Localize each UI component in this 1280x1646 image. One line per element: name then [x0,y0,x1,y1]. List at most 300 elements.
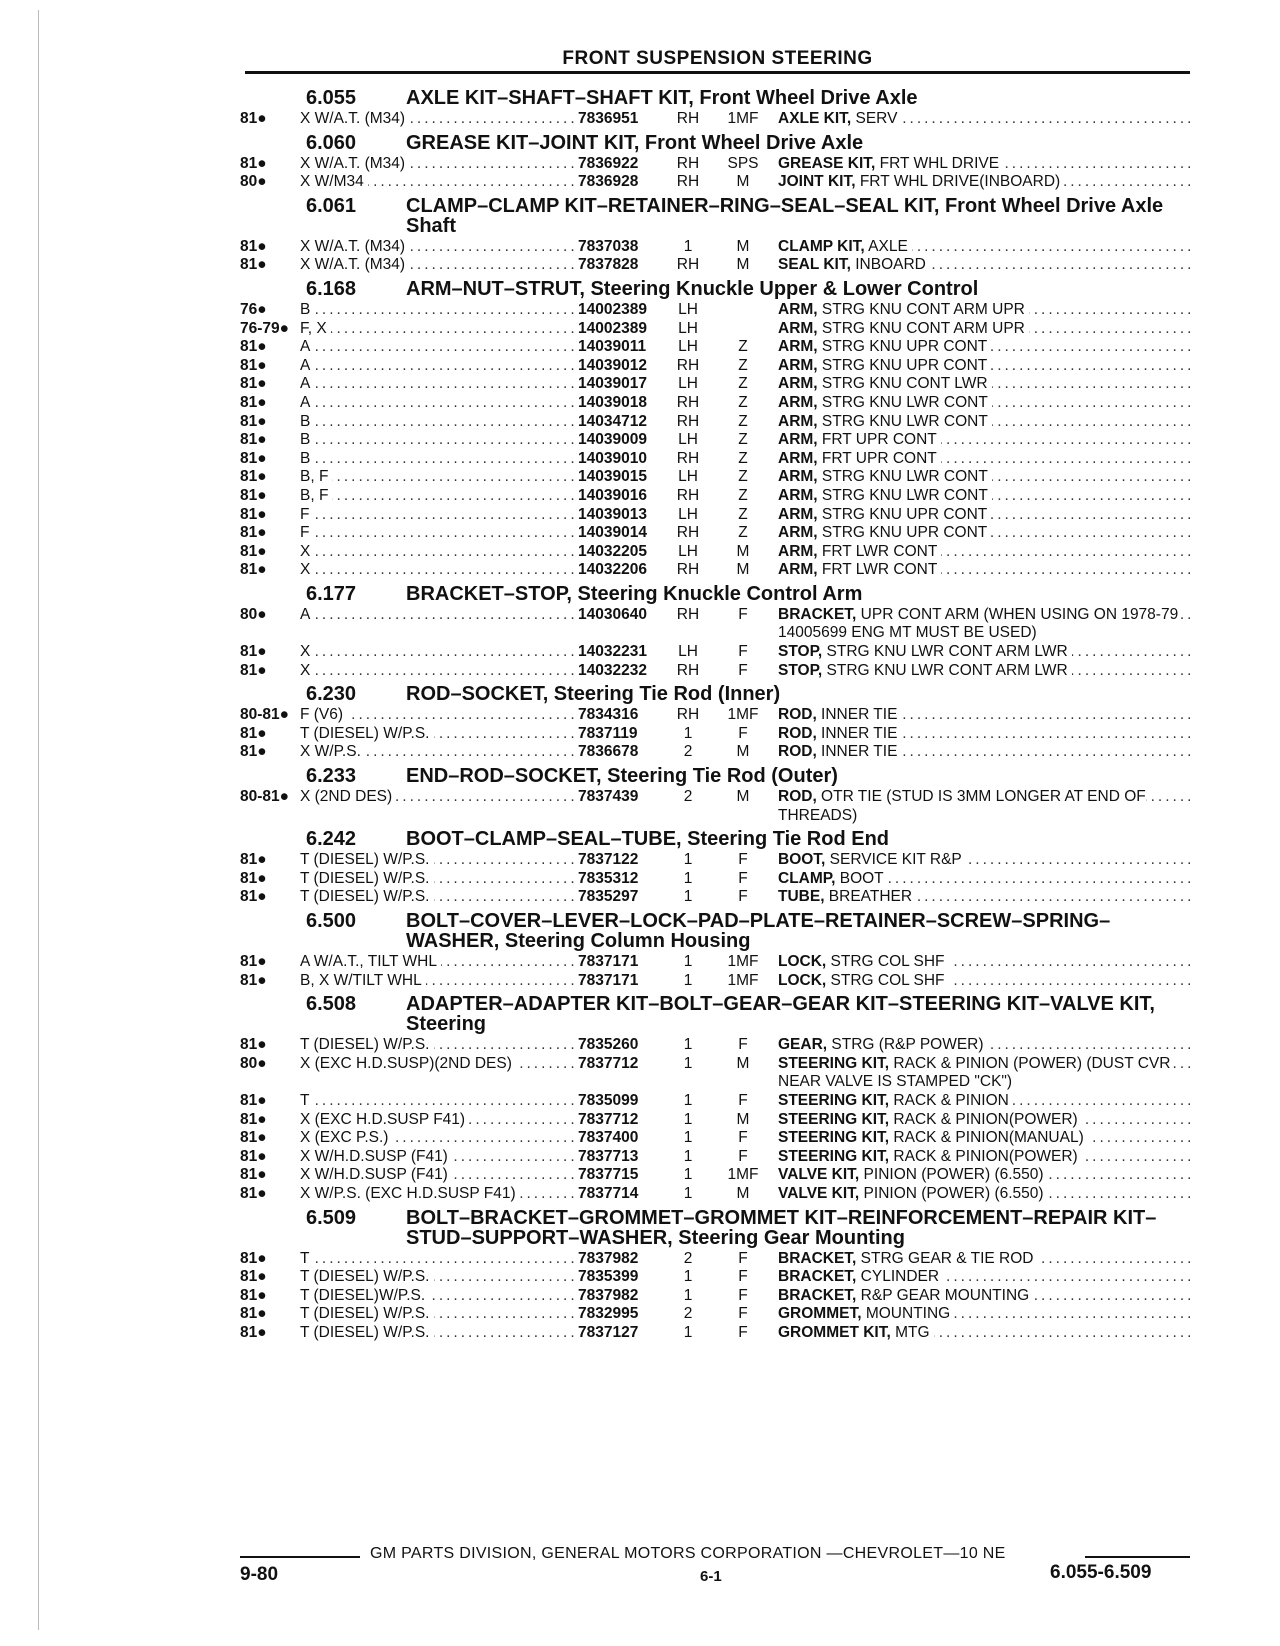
part-row [240,431,1190,450]
part-number: 7834316 [578,706,639,724]
application [300,1129,578,1148]
quantity-side: 2 [683,743,693,761]
model-year: 81● [240,1166,267,1184]
model-year: 81● [240,237,267,255]
application [300,238,578,257]
part-number: 7836951 [578,110,639,127]
quantity-side: RH [676,706,700,724]
source-code: F [738,605,748,623]
application-text: X [300,561,314,578]
quantity-side: 1 [683,869,693,887]
part-description [778,743,1190,762]
model-year: 81● [240,1286,267,1304]
section-number: 6.168 [306,277,357,300]
application [300,1324,578,1343]
part-detail: STRG KNU CONT LWR [817,375,988,393]
application-text: F, X [300,320,331,337]
application-text: T (DIESEL) W/P.S. [300,1305,434,1322]
source-code: M [736,542,750,560]
application-text: B [300,413,314,430]
part-number: 7835312 [578,869,639,887]
part-description [778,1036,1190,1055]
source-code: F [738,851,748,869]
part-detail: SERV [851,110,898,127]
part-description [778,643,1190,662]
model-year: 81● [240,524,267,542]
quantity-side: LH [678,338,698,356]
quantity-side: 1 [683,1110,693,1128]
part-name: BRACKET, [778,605,857,623]
part-row [240,1268,1190,1287]
part-detail: STRG KNU UPR CONT [817,505,988,523]
application-text: A [300,375,314,392]
application [300,506,578,525]
model-year: 81● [240,869,267,887]
model-year: 81● [240,561,267,579]
part-number: 7836678 [578,743,639,761]
application-text: X W/H.D.SUSP (F41) [300,1166,452,1183]
source-code: F [738,1129,748,1147]
part-number: 14039013 [578,505,647,523]
source-code: M [736,173,750,191]
model-year: 81● [240,1184,267,1202]
catalog-section [240,680,1190,762]
part-name: STEERING KIT, [778,1091,890,1109]
model-year: 80● [240,173,267,191]
part-row [240,1092,1190,1111]
part-number: 7837715 [578,1166,639,1184]
part-description [778,155,1190,174]
application [300,1250,578,1269]
part-number: 7837127 [578,1323,639,1341]
application [300,450,578,469]
source-code: Z [738,356,748,374]
source-code: F [738,1249,748,1267]
section-number: 6.508 [306,993,357,1016]
model-year: 80● [240,605,267,623]
source-code: 1MF [727,1166,759,1184]
quantity-side: 1 [683,237,693,255]
application-text: X (2ND DES) [300,788,396,805]
application-text: B [300,431,314,448]
quantity-side: LH [678,468,698,486]
part-number: 7837713 [578,1147,639,1165]
part-name: ARM, [778,338,818,356]
part-name: GEAR, [778,1036,828,1054]
section-number: 6.233 [306,765,357,788]
part-number: 7837712 [578,1110,639,1128]
quantity-side: RH [676,605,700,623]
application [300,431,578,450]
source-code: F [738,1286,748,1304]
part-name: ARM, [778,524,818,542]
part-number: 14039009 [578,431,647,449]
section-title: BOOT–CLAMP–SEAL–TUBE, Steering Tie Rod End [406,828,890,851]
part-description [778,256,1190,275]
application-text: T (DIESEL) W/P.S. [300,1036,434,1053]
part-description [778,1287,1190,1306]
footer-date: 9-80 [240,1564,279,1585]
source-code: Z [738,486,748,504]
application [300,468,578,487]
part-detail: STRG KNU CONT ARM UPR [817,300,1025,318]
quantity-side: 1 [683,1091,693,1109]
part-description [778,972,1190,991]
model-year: 81● [240,661,267,679]
application-text: X [300,543,314,560]
part-name: ARM, [778,561,818,579]
part-detail: STRG COL SHF [826,971,945,989]
part-name: ROD, [778,706,817,724]
part-row [240,1148,1190,1167]
part-row [240,543,1190,562]
part-description [778,524,1190,543]
part-row [240,487,1190,506]
application-text: X [300,662,314,679]
quantity-side: RH [676,154,700,172]
model-year: 81● [240,1268,267,1286]
part-description [778,561,1190,580]
part-name: VALVE KIT, [778,1184,860,1202]
quantity-side: 1 [683,1184,693,1202]
model-year: 81● [240,724,267,742]
part-description [778,606,1190,643]
quantity-side: 1 [683,1268,693,1286]
section-heading [240,1204,1190,1250]
part-row [240,1129,1190,1148]
quantity-side: 1 [683,1129,693,1147]
part-detail: MTG [890,1323,930,1341]
catalog-section [240,129,1190,192]
part-detail: FRT UPR CONT [817,449,937,467]
section-number: 6.055 [306,87,357,109]
quantity-side: 2 [683,1305,693,1323]
source-code: Z [738,375,748,393]
footer-section-range: 6.055-6.509 [1050,1562,1152,1583]
model-year: 81● [240,851,267,869]
part-detail: STRG (R&P POWER) [827,1036,984,1054]
model-year: 81● [240,1110,267,1128]
part-description [778,357,1190,376]
part-number: 7837828 [578,256,639,274]
quantity-side: 1 [683,724,693,742]
application-text: X W/P.S. [300,743,365,760]
application-text: X W/M34 [300,173,368,190]
part-description [778,1148,1190,1167]
application-text: T [300,1250,313,1267]
application-text: X W/A.T. (M34) [300,256,409,273]
part-row [240,1111,1190,1130]
application [300,543,578,562]
part-name: CLAMP, [778,869,836,887]
source-code: F [738,1268,748,1286]
model-year: 76-79● [240,319,290,337]
application [300,851,578,870]
model-year: 81● [240,542,267,560]
quantity-side: RH [676,449,700,467]
part-row [240,1305,1190,1324]
part-row [240,110,1190,129]
model-year: 81● [240,1249,267,1267]
application [300,1092,578,1111]
part-name: ARM, [778,300,818,318]
part-row [240,338,1190,357]
part-row [240,662,1190,681]
part-row [240,870,1190,889]
application [300,173,578,192]
quantity-side: 1 [683,1036,693,1054]
application [300,1305,578,1324]
application [300,706,578,725]
part-detail: STRG KNU LWR CONT [817,393,988,411]
part-name: SEAL KIT, [778,256,851,274]
quantity-side: LH [678,300,698,318]
part-row [240,413,1190,432]
model-year: 81● [240,449,267,467]
part-row [240,561,1190,580]
source-code: F [738,1147,748,1165]
part-row [240,173,1190,192]
part-name: ROD, [778,743,817,761]
part-row [240,320,1190,339]
application-text: A [300,606,314,623]
part-row [240,1287,1190,1306]
section-title: ADAPTER–ADAPTER KIT–BOLT–GEAR–GEAR KIT–STEERING KIT–VALVE KIT, Steering [406,993,1155,1036]
application [300,1185,578,1204]
model-year: 81● [240,154,267,172]
quantity-side: RH [676,110,700,127]
footer-page-number: 6-1 [700,1568,722,1585]
part-name: LOCK, [778,953,827,970]
part-name: ARM, [778,486,818,504]
part-name: ARM, [778,412,818,430]
model-year: 81● [240,356,267,374]
part-description [778,238,1190,257]
part-detail: STRG KNU LWR CONT ARM LWR [822,643,1068,661]
catalog-section [240,990,1190,1203]
application [300,643,578,662]
part-detail: PINION (POWER) (6.550) [859,1166,1044,1184]
source-code: Z [738,393,748,411]
part-description [778,338,1190,357]
part-description [778,506,1190,525]
catalog-section [240,907,1190,990]
part-description [778,851,1190,870]
source-code: F [738,1305,748,1323]
application-text: B [300,301,314,318]
part-name: ARM, [778,356,818,374]
quantity-side: 1 [683,1054,693,1072]
page-margin-line [38,10,39,1630]
application [300,1148,578,1167]
section-title: BRACKET–STOP, Steering Knuckle Control Arm [406,582,863,605]
part-number: 7837982 [578,1286,639,1304]
part-detail: INNER TIE [816,706,898,724]
part-number: 7835399 [578,1268,639,1286]
part-detail: STRG KNU LWR CONT ARM LWR [822,661,1068,679]
part-number: 14034712 [578,412,647,430]
model-year: 80-81● [240,788,290,806]
part-description [778,1250,1190,1269]
application [300,256,578,275]
part-name: STOP, [778,643,823,661]
part-description [778,468,1190,487]
catalog-section [240,1204,1190,1343]
part-name: ARM, [778,449,818,467]
part-name: STEERING KIT, [778,1129,890,1147]
part-detail: STRG KNU UPR CONT [817,338,988,356]
part-detail: R&P GEAR MOUNTING [856,1286,1030,1304]
part-description [778,375,1190,394]
application-text: A [300,357,314,374]
part-name: ARM, [778,375,818,393]
part-number: 7837038 [578,237,639,255]
application [300,725,578,744]
part-name: TUBE, [778,888,825,906]
section-title: BOLT–COVER–LEVER–LOCK–PAD–PLATE–RETAINER–SCREW–SPRING–WASHER, Steering Column Housing [406,910,1111,952]
part-number: 14039018 [578,393,647,411]
part-row [240,256,1190,275]
section-number: 6.060 [306,131,357,154]
quantity-side: 1 [683,953,693,970]
application-text: B, F [300,468,332,485]
quantity-side: RH [676,393,700,411]
part-number: 14039014 [578,524,647,542]
source-code: F [738,724,748,742]
part-name: STEERING KIT, [778,1110,890,1128]
model-year: 80-81● [240,706,290,724]
source-code: Z [738,524,748,542]
model-year: 76● [240,300,267,318]
application-text: T (DIESEL) W/P.S. [300,851,434,868]
part-number: 7837119 [578,724,638,742]
part-description [778,870,1190,889]
part-name: STEERING KIT, [778,1054,890,1072]
part-name: BRACKET, [778,1249,857,1267]
part-description [778,487,1190,506]
part-detail: STRG KNU LWR CONT [817,486,988,504]
source-code: Z [738,431,748,449]
part-detail: STRG KNU UPR CONT [817,356,988,374]
part-description [778,953,1190,972]
source-code: M [736,256,750,274]
model-year: 81● [240,888,267,906]
part-detail: CYLINDER [856,1268,940,1286]
part-row [240,506,1190,525]
part-detail: PINION (POWER) (6.550) [859,1184,1044,1202]
parts-catalog-content [240,84,1190,1343]
part-name: CLAMP KIT, [778,237,865,255]
part-row [240,643,1190,662]
part-description [778,1055,1190,1092]
model-year: 81● [240,393,267,411]
part-detail: AXLE [864,237,908,255]
application-text: X W/H.D.SUSP (F41) [300,1148,452,1165]
model-year: 81● [240,431,267,449]
application [300,394,578,413]
part-number: 7835297 [578,888,639,906]
part-row [240,357,1190,376]
part-detail: FRT WHL DRIVE(INBOARD) [855,173,1061,191]
catalog-section [240,192,1190,275]
section-heading [240,275,1190,301]
part-number: 7832995 [578,1305,639,1323]
source-code: 1MF [727,953,759,970]
application-text: X (EXC P.S.) [300,1129,392,1146]
part-name: ARM, [778,468,818,486]
part-name: ARM, [778,319,818,337]
header-rule [245,71,1190,74]
part-detail: STRG KNU LWR CONT [817,412,988,430]
part-number: 7835099 [578,1091,639,1109]
part-description [778,706,1190,725]
part-description [778,413,1190,432]
quantity-side: LH [678,431,698,449]
quantity-side: LH [678,505,698,523]
part-number: 7837439 [578,788,639,806]
application-text: X (EXC H.D.SUSP F41) [300,1111,469,1128]
application [300,788,578,807]
part-row [240,1166,1190,1185]
model-year: 81● [240,375,267,393]
application-text: T (DIESEL) W/P.S. [300,888,434,905]
source-code: F [738,1036,748,1054]
part-number: 7836922 [578,154,639,172]
model-year: 81● [240,1091,267,1109]
section-heading [240,825,1190,851]
model-year: 81● [240,505,267,523]
catalog-section [240,762,1190,825]
catalog-section [240,580,1190,680]
part-number: 14002389 [578,300,647,318]
source-code: 1MF [727,706,759,724]
part-detail: SERVICE KIT R&P [825,851,962,869]
part-number: 7837714 [578,1184,639,1202]
part-row [240,888,1190,907]
part-number: 14039011 [578,338,647,356]
section-heading [240,84,1190,110]
quantity-side: 1 [683,851,693,869]
application-text: F [300,506,313,523]
quantity-side: 1 [683,1323,693,1341]
section-number: 6.242 [306,828,357,851]
application-text: F (V6) [300,706,347,723]
application [300,357,578,376]
source-code: Z [738,449,748,467]
part-name: BRACKET, [778,1286,857,1304]
application-text: T (DIESEL) W/P.S. [300,870,434,887]
application [300,320,578,339]
quantity-side: 2 [683,1249,693,1267]
part-number: 14039010 [578,449,647,467]
part-description [778,725,1190,744]
model-year: 81● [240,486,267,504]
footer-rule-right [1085,1556,1190,1558]
application-text: T (DIESEL) W/P.S. [300,1268,434,1285]
part-name: LOCK, [778,971,827,989]
quantity-side: RH [676,356,700,374]
catalog-section [240,275,1190,580]
part-name: JOINT KIT, [778,173,856,191]
quantity-side: RH [676,524,700,542]
application [300,888,578,907]
part-row [240,394,1190,413]
part-description [778,450,1190,469]
application-text: A [300,338,314,355]
part-detail: INNER TIE [816,743,898,761]
part-detail: FRT WHL DRIVE [875,154,1000,172]
application [300,662,578,681]
